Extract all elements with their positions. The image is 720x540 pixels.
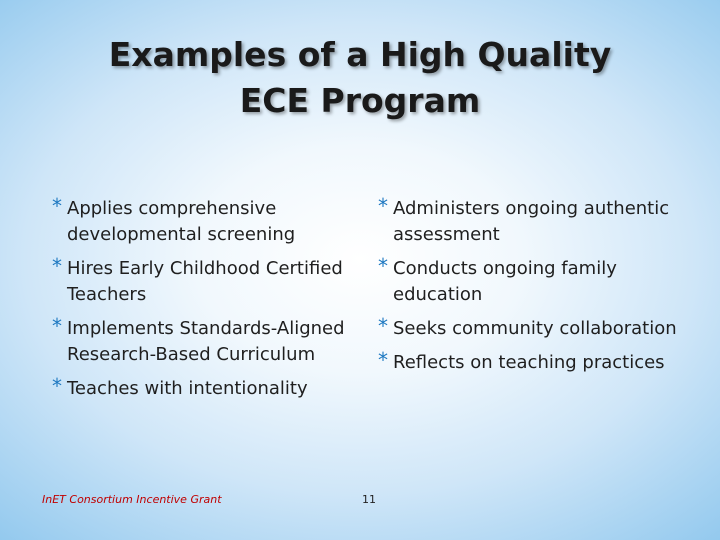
bullet-text: Seeks community collaboration [393, 318, 677, 339]
bullet-item [50, 316, 350, 368]
asterisk-bullet-icon: * [378, 254, 388, 278]
asterisk-bullet-icon: * [378, 314, 388, 338]
title-line-2: ECE Program [239, 81, 481, 120]
asterisk-bullet-icon: * [52, 254, 62, 278]
asterisk-bullet-icon: * [52, 314, 62, 338]
asterisk-bullet-icon: * [52, 374, 62, 398]
bullet-text: Hires Early Childhood Certified Teachers [67, 258, 343, 305]
slide-title [40, 32, 680, 124]
bullet-item [50, 256, 350, 308]
asterisk-bullet-icon: * [378, 194, 388, 218]
left-bullet-list [50, 196, 350, 410]
bullet-item [376, 256, 696, 308]
bullet-item [376, 350, 696, 376]
asterisk-bullet-icon: * [378, 348, 388, 372]
bullet-item [50, 376, 350, 402]
bullet-text: Reflects on teaching practices [393, 352, 665, 373]
right-bullet-list [376, 196, 696, 384]
bullet-text: Implements Standards-Aligned Research-Based Curriculum [67, 318, 345, 365]
bullet-text: Applies comprehensive developmental screening [67, 198, 296, 245]
bullet-text: Administers ongoing authentic assessment [393, 198, 670, 245]
asterisk-bullet-icon: * [52, 194, 62, 218]
bullet-item [50, 196, 350, 248]
title-line-1: Examples of a High Quality [108, 35, 612, 74]
page-number: 11 [362, 493, 376, 506]
bullet-text: Conducts ongoing family education [393, 258, 617, 305]
bullet-item [376, 316, 696, 342]
bullet-text: Teaches with intentionality [67, 378, 308, 399]
footer-text: InET Consortium Incentive Grant [42, 493, 222, 506]
bullet-item [376, 196, 696, 248]
